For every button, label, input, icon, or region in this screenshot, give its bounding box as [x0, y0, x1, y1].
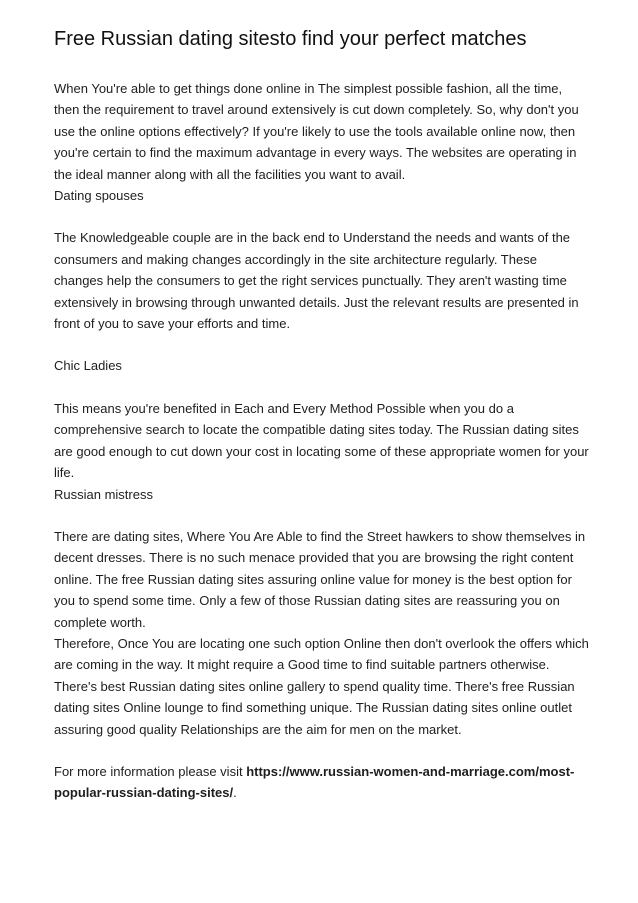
more-info-link[interactable]: https://www.russian-women-and-marriage.com/most-popular-russian-dating-sites/ — [54, 763, 575, 801]
spacer — [54, 505, 589, 526]
spacer — [54, 206, 589, 227]
more-info-prefix: For more information please visit — [54, 763, 247, 779]
paragraph-therefore: Therefore, Once You are locating one such option Online then don't overlook the offers which are coming in the way. It might require a Good time to find suitable partners otherwise. There's best Russian dating sites online gallery to spend quality time. There's free Russian dating sites Online lounge to find something unique. The Russian dating sites online outlet assuring good quality Relationships are the aim for men on the market. — [54, 635, 589, 737]
spacer — [54, 740, 589, 761]
spacer — [54, 377, 589, 398]
spacer — [54, 334, 589, 355]
section-label-chic-ladies: Chic Ladies — [54, 358, 122, 374]
page-title: Free Russian dating sitesto find your perfect matches — [54, 28, 527, 50]
section-label-dating-spouses: Dating spouses — [54, 188, 144, 204]
more-info-suffix: . — [233, 785, 237, 801]
paragraph-benefits: This means you're benefited in Each and Every Method Possible when you do a comprehensive search to locate the compatible dating sites today. The Russian dating sites are good enough to cut down your cost in locating some of these appropriate women for your life. — [54, 400, 589, 481]
paragraph-knowledgeable-couple: The Knowledgeable couple are in the back end to Understand the needs and wants of the consumers and making changes accordingly in the site architecture regularly. These changes help the consumers to get the right services punctually. They aren't wasting time extensively in browsing through unwanted details. Just the relevant results are presented in front of you to save your efforts and time. — [54, 230, 579, 332]
document-page — [54, 26, 589, 804]
paragraph-dating-sites: There are dating sites, Where You Are Able to find the Street hawkers to show themselves in decent dresses. There is no such menace provided that you are browsing the right content online. The free Russian dating sites assuring online value for money is the best option for you to spend some time. Only a few of those Russian dating sites are reassuring you on complete worth. — [54, 528, 586, 630]
paragraph-intro: When You're able to get things done online in The simplest possible fashion, all the time, then the requirement to travel around extensively is cut down completely. So, why don't you use the online options effectively? If you're likely to use the tools available online now, then you're certain to find the maximum advantage in every ways. The websites are operating in the ideal manner along with all the facilities you want to avail. — [54, 81, 579, 182]
section-label-russian-mistress: Russian mistress — [54, 486, 153, 502]
paragraph-more-info — [54, 761, 589, 804]
